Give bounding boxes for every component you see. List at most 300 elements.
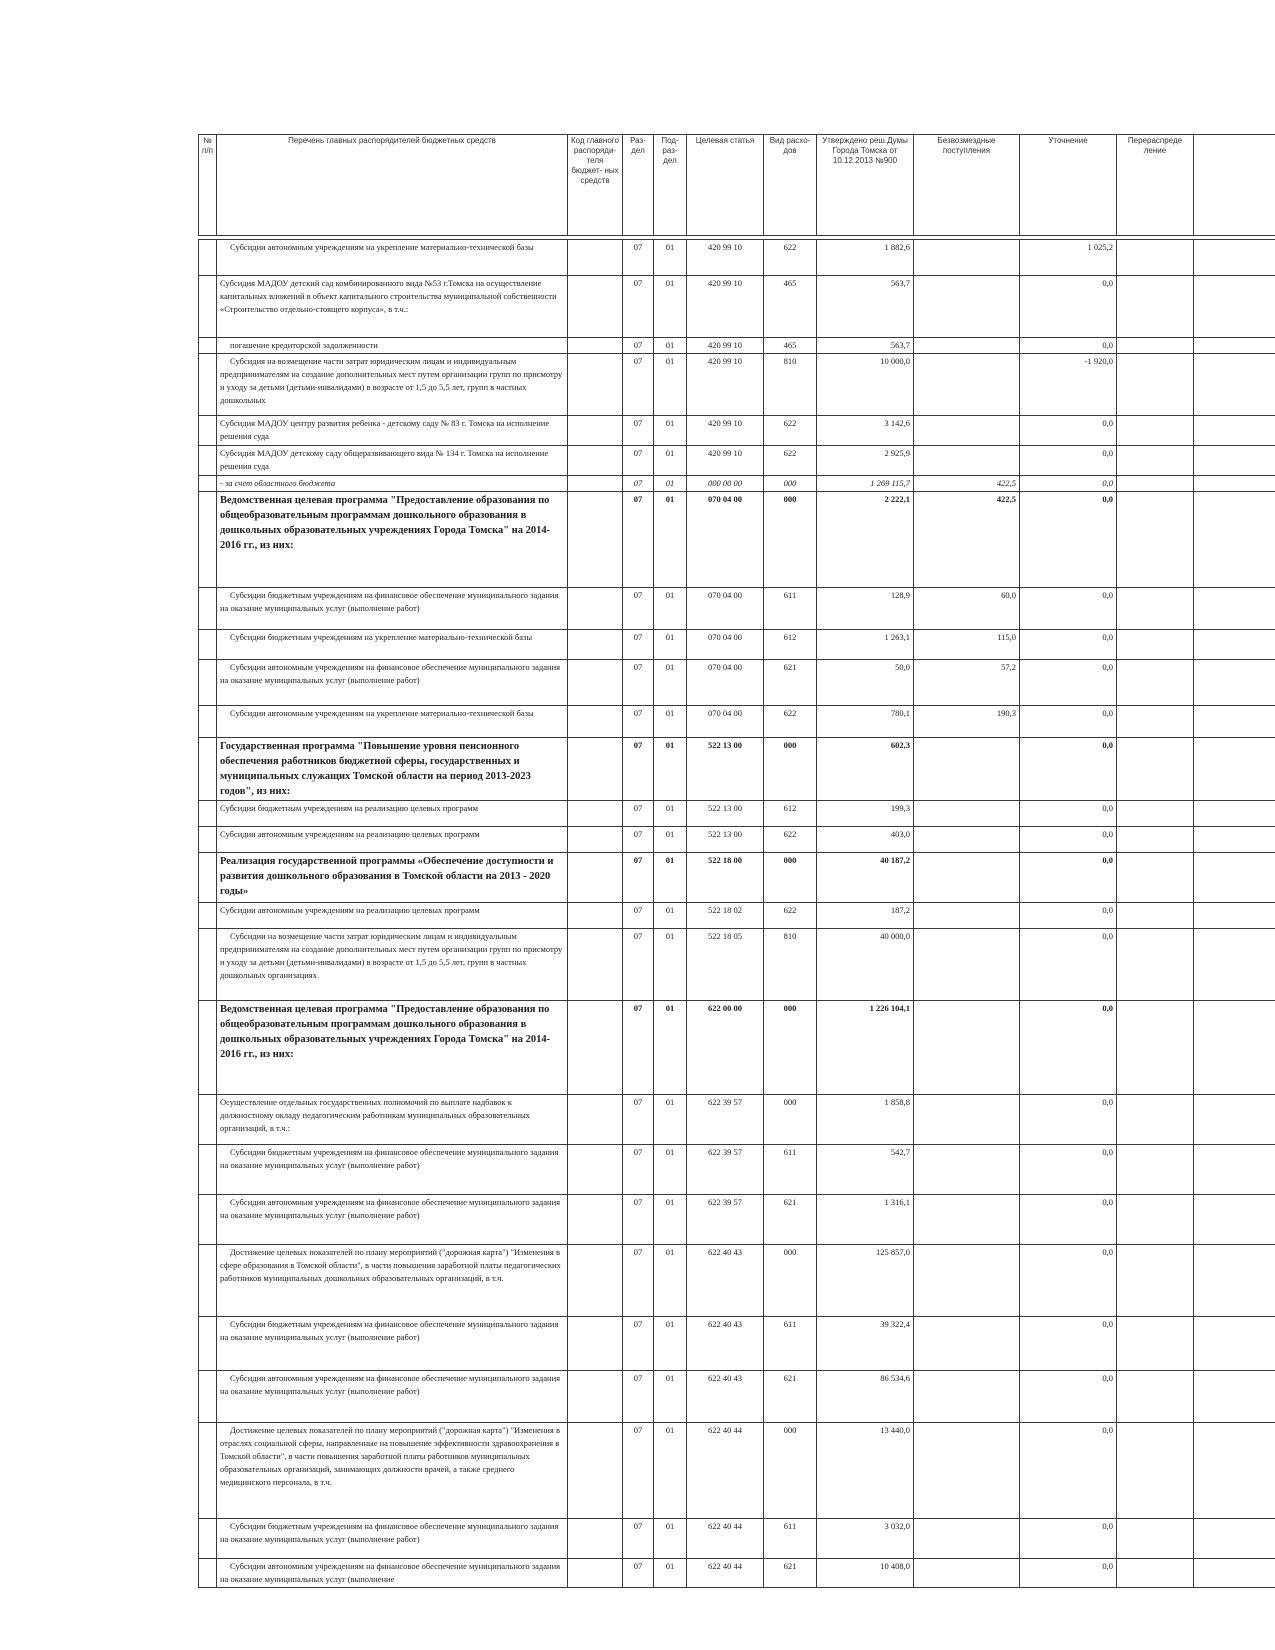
cell-num <box>199 240 217 276</box>
cell-gratuitous <box>914 240 1020 276</box>
cell-section: 07 <box>623 1195 654 1245</box>
cell-name: погашение кредиторской задолженности <box>217 338 568 354</box>
cell-num <box>199 1195 217 1245</box>
cell-approved: 563,7 <box>817 276 914 338</box>
cell-refinement: 0,0 <box>1020 338 1117 354</box>
cell-approved: 1 316,1 <box>817 1195 914 1245</box>
cell-code <box>568 1095 623 1145</box>
cell-section: 07 <box>623 1371 654 1423</box>
cell-subsection: 01 <box>654 338 687 354</box>
cell-approved: 542,7 <box>817 1145 914 1195</box>
cell-code <box>568 240 623 276</box>
table-row <box>199 1245 1275 1317</box>
table-row <box>199 1317 1275 1371</box>
cell-code <box>568 1317 623 1371</box>
cell-gratuitous <box>914 446 1020 476</box>
cell-exp-type: 621 <box>764 660 817 706</box>
cell-num <box>199 446 217 476</box>
col-header-subsection: Под- раз- дел <box>654 135 687 236</box>
cell-refinement: 0,0 <box>1020 1519 1117 1559</box>
cell-subsection: 01 <box>654 354 687 416</box>
cell-section: 07 <box>623 1423 654 1519</box>
cell-refinement: 1 025,2 <box>1020 240 1117 276</box>
cell-subsection: 01 <box>654 1423 687 1519</box>
cell-name: Субсидии автономным учреждениям на укрепление материально-технической базы <box>217 240 568 276</box>
cell-refinement: 0,0 <box>1020 1145 1117 1195</box>
cell-target: 420 99 10 <box>687 338 764 354</box>
cell-name: Субсидии автономным учреждениям на укрепление материально-технической базы <box>217 706 568 738</box>
cell-gratuitous <box>914 1317 1020 1371</box>
cell-name: Субсидии автономным учреждениям на реализацию целевых программ <box>217 827 568 853</box>
cell-name: Ведомственная целевая программа "Предоставление образования по общеобразовательным программам дошкольного образования в дошкольных образовательных учреждениях Города Томска" на 2014-2016 гг., из них: <box>217 1001 568 1095</box>
table-row <box>199 660 1275 706</box>
cell-redistribution <box>1117 929 1194 1001</box>
cell-redistribution <box>1117 588 1194 630</box>
cell-blank <box>1194 240 1275 276</box>
cell-approved: 10 000,0 <box>817 354 914 416</box>
cell-refinement: 0,0 <box>1020 1245 1117 1317</box>
cell-approved: 563,7 <box>817 338 914 354</box>
cell-num <box>199 1371 217 1423</box>
cell-blank <box>1194 1559 1275 1588</box>
cell-subsection: 01 <box>654 929 687 1001</box>
cell-refinement: -1 920,0 <box>1020 354 1117 416</box>
table-body <box>199 236 1275 1588</box>
cell-blank <box>1194 630 1275 660</box>
cell-target: 622 40 43 <box>687 1245 764 1317</box>
cell-num <box>199 929 217 1001</box>
cell-name: - за счет областного бюджета <box>217 476 568 492</box>
cell-name: Субсидии автономным учреждениям на реализацию целевых программ <box>217 903 568 929</box>
cell-code <box>568 903 623 929</box>
cell-gratuitous <box>914 738 1020 801</box>
cell-code <box>568 929 623 1001</box>
cell-subsection: 01 <box>654 276 687 338</box>
cell-gratuitous <box>914 1423 1020 1519</box>
cell-redistribution <box>1117 492 1194 588</box>
cell-code <box>568 1371 623 1423</box>
cell-target: 622 39 57 <box>687 1095 764 1145</box>
cell-name: Субсидии автономным учреждениям на финансовое обеспечение муниципального задания на оказание муниципальных услуг (выполнение работ) <box>217 660 568 706</box>
cell-exp-type: 611 <box>764 1519 817 1559</box>
cell-target: 420 99 10 <box>687 354 764 416</box>
cell-refinement: 0,0 <box>1020 801 1117 827</box>
cell-gratuitous <box>914 1245 1020 1317</box>
cell-subsection: 01 <box>654 1317 687 1371</box>
cell-num <box>199 276 217 338</box>
table-row <box>199 1095 1275 1145</box>
cell-blank <box>1194 1095 1275 1145</box>
cell-code <box>568 338 623 354</box>
cell-gratuitous: 57,2 <box>914 660 1020 706</box>
cell-target: 622 40 44 <box>687 1559 764 1588</box>
cell-blank <box>1194 1519 1275 1559</box>
cell-section: 07 <box>623 1519 654 1559</box>
cell-gratuitous <box>914 1371 1020 1423</box>
cell-section: 07 <box>623 476 654 492</box>
cell-exp-type: 000 <box>764 476 817 492</box>
cell-exp-type: 611 <box>764 1145 817 1195</box>
cell-target: 622 40 44 <box>687 1519 764 1559</box>
cell-blank <box>1194 660 1275 706</box>
cell-target: 622 40 43 <box>687 1371 764 1423</box>
cell-name: Субсидии автономным учреждениям на финансовое обеспечение муниципального задания на оказание муниципальных услуг (выполнение работ) <box>217 1195 568 1245</box>
cell-section: 07 <box>623 929 654 1001</box>
cell-section: 07 <box>623 827 654 853</box>
cell-target: 070 04 00 <box>687 588 764 630</box>
cell-gratuitous <box>914 903 1020 929</box>
cell-approved: 40 187,2 <box>817 853 914 903</box>
cell-subsection: 01 <box>654 492 687 588</box>
cell-code <box>568 1559 623 1588</box>
cell-section: 07 <box>623 588 654 630</box>
cell-section: 07 <box>623 1317 654 1371</box>
cell-gratuitous <box>914 929 1020 1001</box>
col-header-approved: Утверждено реш.Думы Города Томска от 10.12.2013 №900 <box>817 135 914 236</box>
cell-blank <box>1194 588 1275 630</box>
table-row <box>199 1423 1275 1519</box>
cell-approved: 3 032,0 <box>817 1519 914 1559</box>
cell-redistribution <box>1117 903 1194 929</box>
cell-exp-type: 000 <box>764 738 817 801</box>
table-row <box>199 1195 1275 1245</box>
cell-refinement: 0,0 <box>1020 588 1117 630</box>
cell-section: 07 <box>623 660 654 706</box>
cell-approved: 13 440,0 <box>817 1423 914 1519</box>
cell-approved: 199,3 <box>817 801 914 827</box>
cell-blank <box>1194 416 1275 446</box>
cell-redistribution <box>1117 1423 1194 1519</box>
cell-target: 420 99 10 <box>687 446 764 476</box>
cell-code <box>568 276 623 338</box>
cell-blank <box>1194 929 1275 1001</box>
cell-num <box>199 1317 217 1371</box>
cell-name: Субсидии бюджетным учреждениям на финансовое обеспечение муниципального задания на оказание муниципальных услуг (выполнение работ) <box>217 1145 568 1195</box>
cell-redistribution <box>1117 476 1194 492</box>
cell-subsection: 01 <box>654 1001 687 1095</box>
cell-name: Субсидии бюджетным учреждениям на финансовое обеспечение муниципального задания на оказание муниципальных услуг (выполнение работ) <box>217 588 568 630</box>
cell-exp-type: 000 <box>764 853 817 903</box>
cell-code <box>568 476 623 492</box>
cell-name: Субсидии бюджетным учреждениям на укрепление материально-технической базы <box>217 630 568 660</box>
cell-gratuitous <box>914 1095 1020 1145</box>
cell-target: 000 00 00 <box>687 476 764 492</box>
cell-num <box>199 660 217 706</box>
cell-num <box>199 1559 217 1588</box>
cell-target: 070 04 00 <box>687 660 764 706</box>
cell-subsection: 01 <box>654 1371 687 1423</box>
cell-target: 622 40 44 <box>687 1423 764 1519</box>
cell-blank <box>1194 1423 1275 1519</box>
cell-code <box>568 801 623 827</box>
cell-subsection: 01 <box>654 853 687 903</box>
col-header-section: Раз- дел <box>623 135 654 236</box>
cell-num <box>199 853 217 903</box>
cell-target: 522 18 02 <box>687 903 764 929</box>
cell-blank <box>1194 1145 1275 1195</box>
table-row <box>199 1001 1275 1095</box>
cell-gratuitous <box>914 1195 1020 1245</box>
cell-blank <box>1194 853 1275 903</box>
col-header-refinement: Уточнение <box>1020 135 1117 236</box>
table-row <box>199 706 1275 738</box>
table-row <box>199 827 1275 853</box>
table-row <box>199 1371 1275 1423</box>
cell-num <box>199 1245 217 1317</box>
cell-approved: 1 269 115,7 <box>817 476 914 492</box>
cell-gratuitous <box>914 276 1020 338</box>
cell-section: 07 <box>623 492 654 588</box>
cell-blank <box>1194 1001 1275 1095</box>
cell-code <box>568 1001 623 1095</box>
cell-name: Достижение целевых показателей по плану мероприятий ("дорожная карта") "Изменения в отраслях социальной сферы, направленные на повышение эффективности здравоохранения в Томской области", в части повышения заработной платы работников муниципальных образовательных организаций, занимающих должности врачей, а также среднего медицинского персонала, в т.ч. <box>217 1423 568 1519</box>
cell-target: 522 18 00 <box>687 853 764 903</box>
cell-blank <box>1194 1317 1275 1371</box>
cell-redistribution <box>1117 801 1194 827</box>
budget-table <box>198 134 1275 1588</box>
cell-section: 07 <box>623 1245 654 1317</box>
cell-code <box>568 630 623 660</box>
cell-subsection: 01 <box>654 446 687 476</box>
cell-num <box>199 903 217 929</box>
table-row <box>199 240 1275 276</box>
cell-exp-type: 622 <box>764 446 817 476</box>
cell-section: 07 <box>623 903 654 929</box>
cell-num <box>199 476 217 492</box>
cell-gratuitous: 190,3 <box>914 706 1020 738</box>
cell-refinement: 0,0 <box>1020 1559 1117 1588</box>
cell-approved: 128,9 <box>817 588 914 630</box>
table-row <box>199 903 1275 929</box>
cell-name: Субсидии автономным учреждениям на финансовое обеспечение муниципального задания на оказание муниципальных услуг (выполнение работ) <box>217 1371 568 1423</box>
cell-redistribution <box>1117 338 1194 354</box>
col-header-redistribution: Перераспреде ление <box>1117 135 1194 236</box>
cell-gratuitous <box>914 416 1020 446</box>
cell-exp-type: 621 <box>764 1371 817 1423</box>
cell-target: 622 00 00 <box>687 1001 764 1095</box>
cell-exp-type: 621 <box>764 1195 817 1245</box>
cell-name: Субсидии на возмещение части затрат юридическим лицам и индивидуальным предпринимателям на создание дополнительных мест путем организации групп по присмотру и уходу за детьми (детьми-инвалидами) в возрасте от 1,5 до 5,5 лет, групп в частных дошкольных организациях <box>217 929 568 1001</box>
cell-subsection: 01 <box>654 240 687 276</box>
cell-gratuitous: 115,0 <box>914 630 1020 660</box>
cell-refinement: 0,0 <box>1020 1001 1117 1095</box>
cell-target: 622 40 43 <box>687 1317 764 1371</box>
cell-gratuitous <box>914 1519 1020 1559</box>
cell-target: 522 18 05 <box>687 929 764 1001</box>
cell-exp-type: 622 <box>764 706 817 738</box>
cell-name: Субсидии бюджетным учреждениям на финансовое обеспечение муниципального задания на оказание муниципальных услуг (выполнение работ) <box>217 1519 568 1559</box>
cell-redistribution <box>1117 276 1194 338</box>
cell-exp-type: 612 <box>764 630 817 660</box>
cell-exp-type: 611 <box>764 1317 817 1371</box>
cell-gratuitous <box>914 801 1020 827</box>
cell-redistribution <box>1117 1519 1194 1559</box>
cell-target: 522 13 00 <box>687 801 764 827</box>
cell-section: 07 <box>623 354 654 416</box>
cell-section: 07 <box>623 1095 654 1145</box>
cell-code <box>568 1245 623 1317</box>
cell-blank <box>1194 1245 1275 1317</box>
cell-code <box>568 1145 623 1195</box>
cell-name: Субсидия МАДОУ детскому саду общеразвивающего вида № 134 г. Томска на исполнение решения суда <box>217 446 568 476</box>
col-header-exp-type: Вид расхо- дов <box>764 135 817 236</box>
cell-refinement: 0,0 <box>1020 1371 1117 1423</box>
cell-subsection: 01 <box>654 903 687 929</box>
cell-approved: 86 534,6 <box>817 1371 914 1423</box>
cell-subsection: 01 <box>654 660 687 706</box>
cell-blank <box>1194 276 1275 338</box>
cell-refinement: 0,0 <box>1020 738 1117 801</box>
cell-name: Реализация государственной программы «Обеспечение доступности и развития дошкольного образования в Томской области на 2013 - 2020 годы» <box>217 853 568 903</box>
cell-refinement: 0,0 <box>1020 706 1117 738</box>
cell-redistribution <box>1117 446 1194 476</box>
cell-num <box>199 492 217 588</box>
table-row <box>199 492 1275 588</box>
cell-gratuitous <box>914 827 1020 853</box>
cell-approved: 2 925,9 <box>817 446 914 476</box>
cell-redistribution <box>1117 853 1194 903</box>
cell-redistribution <box>1117 240 1194 276</box>
cell-refinement: 0,0 <box>1020 1095 1117 1145</box>
cell-section: 07 <box>623 1559 654 1588</box>
cell-approved: 40 000,0 <box>817 929 914 1001</box>
cell-target: 622 39 57 <box>687 1145 764 1195</box>
cell-section: 07 <box>623 1145 654 1195</box>
cell-target: 420 99 10 <box>687 416 764 446</box>
cell-exp-type: 000 <box>764 1245 817 1317</box>
cell-subsection: 01 <box>654 1195 687 1245</box>
table-row <box>199 853 1275 903</box>
cell-approved: 1 882,6 <box>817 240 914 276</box>
table-row <box>199 630 1275 660</box>
cell-refinement: 0,0 <box>1020 1195 1117 1245</box>
cell-num <box>199 706 217 738</box>
col-header-code: Код главного распоряди- теля бюджет- ных средств <box>568 135 623 236</box>
cell-section: 07 <box>623 738 654 801</box>
cell-num <box>199 354 217 416</box>
cell-redistribution <box>1117 1195 1194 1245</box>
cell-redistribution <box>1117 660 1194 706</box>
cell-exp-type: 810 <box>764 929 817 1001</box>
cell-approved: 403,0 <box>817 827 914 853</box>
cell-refinement: 0,0 <box>1020 416 1117 446</box>
col-header-target: Целевая статья <box>687 135 764 236</box>
cell-section: 07 <box>623 706 654 738</box>
cell-refinement: 0,0 <box>1020 492 1117 588</box>
cell-gratuitous <box>914 354 1020 416</box>
cell-blank <box>1194 338 1275 354</box>
cell-approved: 50,0 <box>817 660 914 706</box>
col-header-gratuitous: Безвозмездные поступления <box>914 135 1020 236</box>
cell-target: 420 99 10 <box>687 240 764 276</box>
cell-refinement: 0,0 <box>1020 929 1117 1001</box>
table-row <box>199 1145 1275 1195</box>
cell-subsection: 01 <box>654 476 687 492</box>
cell-num <box>199 338 217 354</box>
col-header-blank <box>1194 135 1275 236</box>
cell-subsection: 01 <box>654 1095 687 1145</box>
cell-redistribution <box>1117 416 1194 446</box>
cell-num <box>199 827 217 853</box>
cell-redistribution <box>1117 630 1194 660</box>
cell-exp-type: 000 <box>764 1423 817 1519</box>
cell-refinement: 0,0 <box>1020 446 1117 476</box>
cell-refinement: 0,0 <box>1020 827 1117 853</box>
table-row <box>199 354 1275 416</box>
cell-blank <box>1194 738 1275 801</box>
cell-exp-type: 465 <box>764 338 817 354</box>
cell-code <box>568 827 623 853</box>
cell-blank <box>1194 446 1275 476</box>
cell-exp-type: 622 <box>764 240 817 276</box>
col-header-name: Перечень главных распорядителей бюджетных средств <box>217 135 568 236</box>
cell-name: Субсидия МАДОУ центру развития ребенка - детскому саду № 83 г. Томска на исполнение решения суда <box>217 416 568 446</box>
cell-approved: 1 226 104,1 <box>817 1001 914 1095</box>
cell-blank <box>1194 1371 1275 1423</box>
cell-blank <box>1194 1195 1275 1245</box>
cell-redistribution <box>1117 706 1194 738</box>
cell-refinement: 0,0 <box>1020 903 1117 929</box>
cell-redistribution <box>1117 1317 1194 1371</box>
cell-code <box>568 446 623 476</box>
cell-gratuitous <box>914 853 1020 903</box>
cell-gratuitous: 60,0 <box>914 588 1020 630</box>
cell-refinement: 0,0 <box>1020 660 1117 706</box>
cell-section: 07 <box>623 446 654 476</box>
cell-code <box>568 416 623 446</box>
cell-code <box>568 853 623 903</box>
col-header-num: № п/п <box>199 135 217 236</box>
cell-name: Субсидии бюджетным учреждениям на реализацию целевых программ <box>217 801 568 827</box>
cell-code <box>568 492 623 588</box>
cell-name: Государственная программа "Повышение уровня пенсионного обеспечения работников бюджетной сферы, государственных и муниципальных служащих Томской области на период 2013-2023 годов", из них: <box>217 738 568 801</box>
cell-name: Достижение целевых показателей по плану мероприятий ("дорожная карта") "Изменения в сфере образования в Томской области", в части повышения заработной платы педагогических работников муниципальных дошкольных образовательных организаций, в т.ч. <box>217 1245 568 1317</box>
cell-refinement: 0,0 <box>1020 276 1117 338</box>
cell-subsection: 01 <box>654 1245 687 1317</box>
cell-exp-type: 622 <box>764 903 817 929</box>
cell-code <box>568 660 623 706</box>
table-row <box>199 1519 1275 1559</box>
cell-approved: 780,1 <box>817 706 914 738</box>
cell-redistribution <box>1117 1559 1194 1588</box>
cell-subsection: 01 <box>654 416 687 446</box>
cell-blank <box>1194 492 1275 588</box>
cell-name: Субсидии автономным учреждениям на финансовое обеспечение муниципального задания на оказание муниципальных услуг (выполнение <box>217 1559 568 1588</box>
table-row <box>199 929 1275 1001</box>
cell-approved: 2 222,1 <box>817 492 914 588</box>
cell-exp-type: 621 <box>764 1559 817 1588</box>
cell-subsection: 01 <box>654 1519 687 1559</box>
cell-num <box>199 1095 217 1145</box>
cell-subsection: 01 <box>654 1559 687 1588</box>
cell-num <box>199 1423 217 1519</box>
table-row <box>199 738 1275 801</box>
cell-section: 07 <box>623 276 654 338</box>
cell-blank <box>1194 903 1275 929</box>
cell-approved: 3 142,6 <box>817 416 914 446</box>
cell-blank <box>1194 827 1275 853</box>
cell-approved: 187,2 <box>817 903 914 929</box>
cell-blank <box>1194 801 1275 827</box>
cell-refinement: 0,0 <box>1020 1423 1117 1519</box>
cell-exp-type: 000 <box>764 492 817 588</box>
table-row <box>199 446 1275 476</box>
cell-section: 07 <box>623 240 654 276</box>
cell-code <box>568 1195 623 1245</box>
cell-code <box>568 738 623 801</box>
cell-code <box>568 706 623 738</box>
cell-section: 07 <box>623 338 654 354</box>
